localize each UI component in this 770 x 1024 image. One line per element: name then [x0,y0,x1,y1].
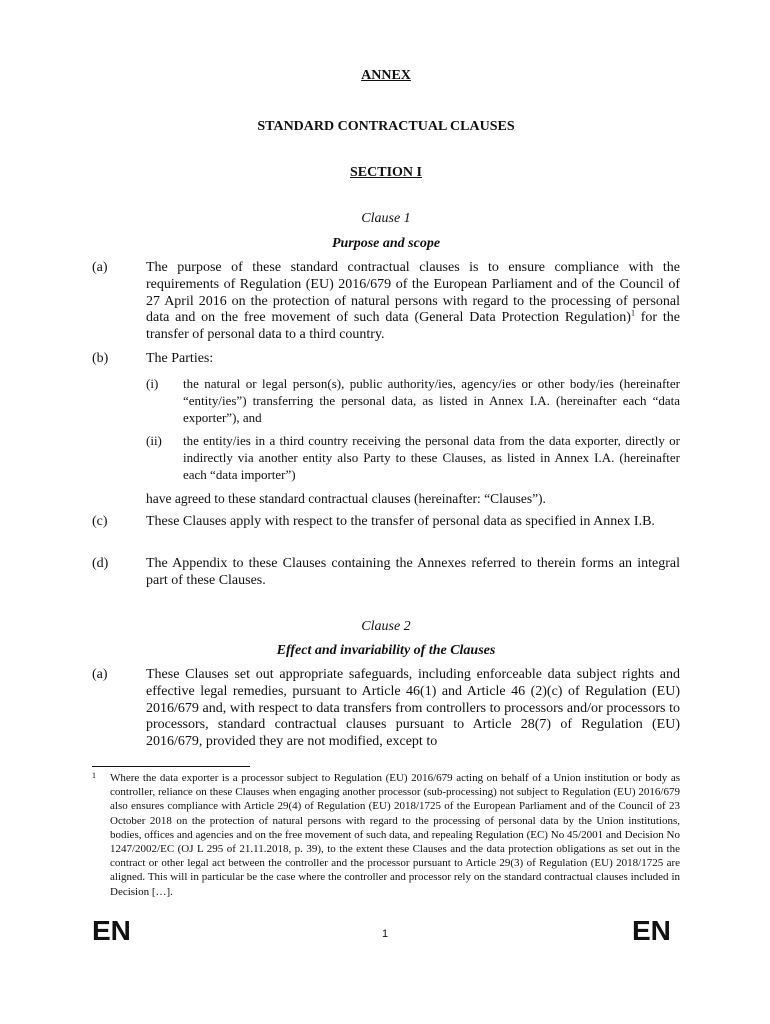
paragraph-text: The Parties: [146,351,214,366]
paragraph-text [146,260,680,344]
clause-1-b-item-ii [146,433,680,483]
clause-1-b-item-i [146,376,680,426]
footnote-label: 1 [92,771,96,780]
footnote-reference[interactable]: 1 [630,308,635,318]
paragraph-label: (a) [92,667,108,682]
footnote-text: Where the data exporter is a processor subject to Regulation (EU) 2016/679 acting on behalf of a Union institution or body as controller, reliance on these Clauses when engaging another processor (sub-processing) not subject to Regulation (EU) 2016/679 also ensures compliance with Article 29(4) of Regulation (EU) 2018/1725 of the European Parliament and of the Council of 23 October 2018 on the protection of natural persons with regard to the processing of personal data by the Union institutions, bodies, offices and agencies and on the free movement of such data, and repealing Regulation (EC) No 45/2001 and Decision No 1247/2002/EC (OJ L 295 of 21.11.2018, p. 39), to the extent these Clauses and the data protection obligations as set out in the contract or other legal act between the controller and the processor pursuant to Article 29(3) of Regulation (EU) 2018/1725 are aligned. This will in particular be the case where the controller and processor rely on the standard contractual clauses included in Decision […]. [110,772,680,898]
document-title: STANDARD CONTRACTUAL CLAUSES [257,119,515,134]
paragraph-text: These Clauses set out appropriate safeguards, including enforceable data subject rights and effective legal remedies, pursuant to Article 46(1) and Article 46 (2)(c) of Regulation (EU) 2016/679 and, with respect to data transfers from controllers to processors and/or processors to processors, standard contractual clauses pursuant to Article 28(7) of Regulation (EU) 2016/679, provided they are not modified, except to [146,667,680,750]
item-text: the natural or legal person(s), public authority/ies, agency/ies or other body/ies (hereinafter “entity/ies”) transferring the personal data, as listed in Annex I.A. (hereinafter each “data exporter”), and [183,376,680,425]
item-label: (i) [146,376,159,391]
annex-heading: ANNEX [361,68,411,83]
paragraph-text: These Clauses apply with respect to the transfer of personal data as specified in Annex I.B. [146,514,655,529]
clause-1-heading: Purpose and scope [331,236,441,251]
clause-2-paragraph-a [92,667,680,751]
language-code-left: EN [92,915,131,946]
paragraph-label: (a) [92,260,108,275]
clause-1-number: Clause 1 [361,211,411,226]
clause-1-paragraph-a [92,260,680,344]
clause-1-paragraph-d [92,556,680,590]
clause-2-heading: Effect and invariability of the Clauses [276,643,496,658]
paragraph-label: (b) [92,351,109,366]
paragraph-text-main: The purpose of these standard contractual clauses is to ensure compliance with the requirements of Regulation (EU) 2016/679 of the European Parliament and of the Council of 27 April 2016 on the protection of natural persons with regard to the processing of personal data and on the free movement of such data (General Data Protection Regulation) [146,260,680,326]
section-heading: SECTION I [350,165,422,180]
footnote-1 [92,771,680,899]
paragraph-text: The Appendix to these Clauses containing the Annexes referred to therein forms an integral part of these Clauses. [146,556,680,588]
paragraph-text-tail: for the transfer of personal data to a third country. [146,310,680,343]
language-code-right: EN [632,915,671,946]
clause-1-b-agreed: have agreed to these standard contractual clauses (hereinafter: “Clauses”). [146,491,546,506]
item-label: (ii) [146,433,162,448]
item-text: the entity/ies in a third country receiving the personal data from the data exporter, directly or indirectly via another entity also Party to these Clauses, as listed in Annex I.A. (hereinafter each “data importer”) [183,433,680,482]
clause-2-number: Clause 2 [361,619,411,634]
paragraph-label: (c) [92,514,108,529]
clause-1-paragraph-c [92,514,680,531]
clause-1-paragraph-b [92,351,680,368]
paragraph-label: (d) [92,556,109,571]
page-number: 1 [381,928,389,940]
footnote-separator [92,766,250,767]
